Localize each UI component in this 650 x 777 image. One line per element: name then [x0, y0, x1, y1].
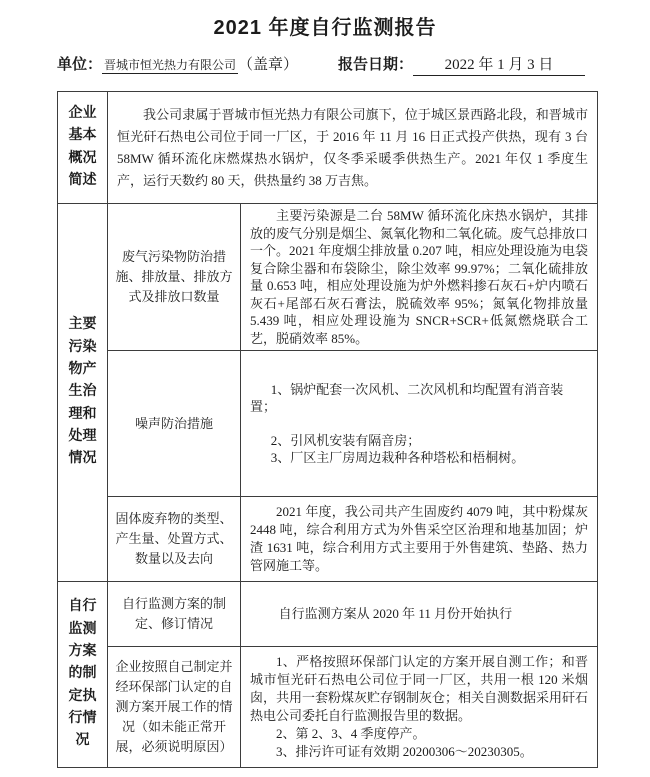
solid-waste-text: 2021 年度，我公司共产生固废约 4079 吨，其中粉煤灰 2448 吨，综合利用方式为外售采空区治理和地基加固；炉渣 1631 吨，综合利用方式主要用于外售建筑、垫路、热力管网施工等。 [250, 504, 588, 573]
section-header-pollution-treatment [58, 204, 108, 582]
implementation-label-cell [108, 647, 241, 768]
unit-label: 单位： [57, 57, 103, 73]
report-title: 2021 年度自行监测报告 [213, 17, 437, 39]
waste-gas-label-cell [108, 204, 241, 351]
solid-waste-label-text: 固体废弃物的类型、产生量、处置方式、数量以及去向 [115, 511, 233, 566]
noise-item: 2、引风机安装有隔音房； [270, 433, 421, 448]
waste-gas-text: 主要污染源是二台 58MW 循环流化床热水锅炉，其排放的废气分别是烟尘、氮氧化物和二氧化硫。废气总排放口一个。2021 年度烟尘排放量 0.207 吨，相应处理设施为电袋复合除尘器和布袋除尘，除尘效率 99.97%；二氧化硫排放量 0.653 吨，相应处理设施为炉外燃料掺石灰石+炉内喷石灰石+尾部石灰石膏法，脱硫效率 95%；氮氧化物排放量 5.439 吨，相应处理设施为 SNCR+SCR+低氮燃烧联合工艺，脱硝效率 85%。 [250, 208, 589, 346]
row-solid-waste [58, 497, 598, 582]
company-overview-content-cell [108, 92, 598, 204]
waste-gas-content-cell [241, 204, 598, 351]
noise-content-cell [241, 351, 598, 497]
noise-item: 3、厂区主厂房周边栽种各种塔松和梧桐树。 [270, 450, 525, 465]
noise-label-cell [108, 351, 241, 497]
row-plan-revision [58, 582, 598, 647]
seal-note: （盖章） [238, 57, 299, 73]
plan-revision-label-cell [108, 582, 241, 647]
solid-waste-label-cell [108, 497, 241, 582]
plan-revision-text: 自行监测方案从 2020 年 11 月份开始执行 [278, 606, 513, 621]
unit-value: 晋城市恒光热力有限公司 [104, 58, 237, 72]
section-header-self-monitoring [58, 582, 108, 768]
company-overview-text: 我公司隶属于晋城市恒光热力有限公司旗下，位于城区景西路北段，和晋城市恒光矸石热电公司位于同一厂区，于 2016 年 11 月 16 日正式投产供热，现有 3 台 58MW 循环流化床燃煤热水锅炉，仅冬季采暖季供热生产。2021 年仅 1 季度生产，运行天数约 80 天，供热量约 38 万吉焦。 [117, 106, 588, 188]
row-company-overview [58, 92, 598, 204]
implementation-item: 2、第 2、3、4 季度停产。 [276, 726, 426, 741]
section-header-self-monitoring-text: 自行监测方案的制定执行情况 [68, 599, 97, 749]
plan-revision-label-text: 自行监测方案的制定、修订情况 [121, 596, 226, 631]
report-date-label: 报告日期： [338, 57, 414, 73]
row-implementation [58, 647, 598, 768]
section-header-company-overview [58, 92, 108, 204]
section-header-pollution-treatment-text: 主要污染物产生治理和处理情况 [68, 317, 97, 467]
implementation-item: 3、排污许可证有效期 20200306～20230305。 [276, 744, 533, 759]
implementation-content-cell [241, 647, 598, 768]
waste-gas-label-text: 废气污染物防治措施、排放量、排放方式及排放口数量 [115, 249, 233, 304]
row-waste-gas [58, 204, 598, 351]
plan-revision-content-cell [241, 582, 598, 647]
report-date-group [338, 57, 585, 73]
section-header-company-overview-text: 企业基本概况简述 [68, 105, 97, 188]
noise-label-text: 噪声防治措施 [134, 415, 213, 431]
row-noise [58, 351, 598, 497]
report-date-value: 2022 年 1 月 3 日 [413, 53, 585, 76]
unit-group [57, 57, 298, 73]
meta-line [0, 53, 650, 76]
noise-item: 1、锅炉配套一次风机、二次风机和均配置有消音装置； [250, 382, 564, 414]
implementation-label-text: 企业按照自己制定并经环保部门认定的自测方案开展工作的情况（如未能正常开展，必须说明原因） [115, 659, 233, 754]
report-table [57, 91, 598, 768]
implementation-item: 1、严格按照环保部门认定的方案开展自测工作；和晋城市恒光矸石热电公司位于同一厂区，共用一根 120 米烟囱，共用一套粉煤灰贮存钢制灰仓；相关自测数据采用矸石热电公司委托自行监测报告里的数据。 [250, 654, 589, 723]
report-page [0, 11, 650, 768]
solid-waste-content-cell [241, 497, 598, 582]
